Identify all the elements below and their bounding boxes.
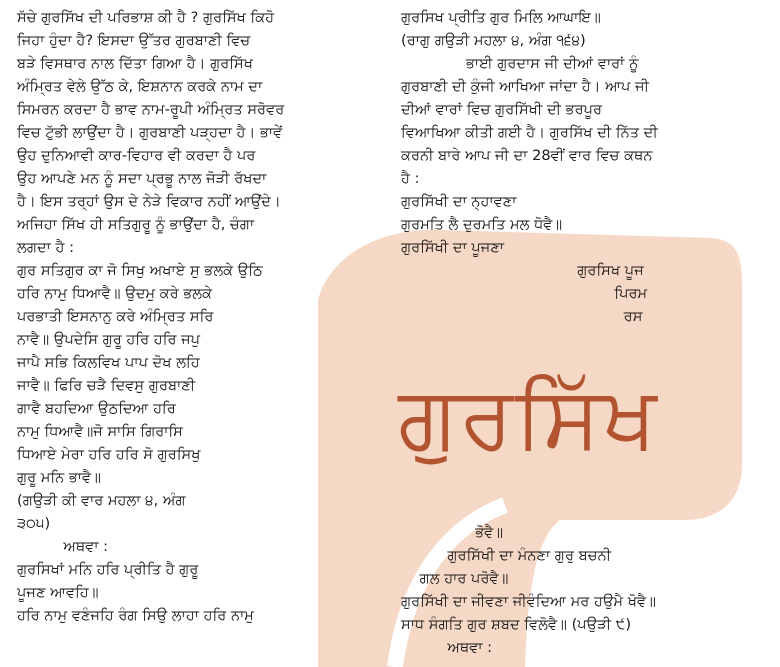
left-column-line: ਨਾਵੈ॥ ਉਪਦੇਸਿ ਗੁਰੂ ਹਰਿ ਹਰਿ ਜਪੁ	[17, 331, 201, 348]
left-column	[17, 6, 284, 627]
right-column-lower-line: ਸਾਧ ਸੰਗਤਿ ਗੁਰ ਸ਼ਬਦ ਵਿਲੋਵੈ॥ (ਪਉੜੀ ੯)	[401, 616, 632, 633]
left-column-line: ਹੈ। ਇਸ ਤਰ੍ਹਾਂ ਉਸ ਦੇ ਨੇੜੇ ਵਿਕਾਰ ਨਹੀਂ ਆਉਂਦੇ।	[17, 193, 281, 210]
left-column-line: ਪਰਭਾਤੀ ਇਸਨਾਨੁ ਕਰੇ ਅੰਮ੍ਰਿਤ ਸਰਿ	[17, 308, 214, 325]
right-column-lower-line: ਗੁਰਸਿੱਖੀ ਦਾ ਜੀਵਣਾ ਜੀਵੰਦਿਆ ਮਰ ਹਉਮੈ ਖੋਵੈ॥	[401, 593, 656, 610]
right-column-line: ਭਾਈ ਗੁਰਦਾਸ ਜੀ ਦੀਆਂ ਵਾਰਾਂ ਨੂੰ	[401, 55, 639, 72]
right-column-lower-line: ਗਲ ਹਾਰ ਪਰੋਵੈ॥	[401, 570, 509, 587]
right-column-lower	[401, 521, 656, 659]
left-column-line: ਗੁਰ ਸਤਿਗੁਰ ਕਾ ਜੋ ਸਿਖੁ ਅਖਾਏ ਸੁ ਭਲਕੇ ਉਠਿ	[17, 262, 263, 279]
left-column-line: ਬੜੇ ਵਿਸਥਾਰ ਨਾਲ ਦਿੱਤਾ ਗਿਆ ਹੈ। ਗੁਰਸਿੱਖ	[17, 55, 253, 72]
left-column-line: ਜਾਪੈ ਸਭਿ ਕਿਲਵਿਖ ਪਾਪ ਦੋਖ ਲਹਿ	[17, 354, 200, 371]
left-column-line: ਸਿਮਰਨ ਕਰਦਾ ਹੈ ਭਾਵ ਨਾਮ-ਰੂਪੀ ਅੰਮ੍ਰਿਤ ਸਰੋਵਰ	[17, 101, 285, 118]
left-column-line: ਪੂਜਣ ਆਵਹਿ॥	[17, 584, 99, 601]
right-column-line: ਗੁਰਮਤਿ ਲੈ ਦੁਰਮਤਿ ਮਲ ਧੋਵੈ॥	[401, 216, 563, 233]
right-column-line: ਰਸ	[401, 308, 643, 325]
right-column-line: ਗੁਰਸਿੱਖੀ ਦਾ ਨ੍ਹਾਵਣਾ	[401, 193, 517, 210]
title-art: ਗੁਰਸਿੱਖ	[398, 368, 659, 468]
left-column-line: ਗੁਰਸਿਖਾਂ ਮਨਿ ਹਰਿ ਪ੍ਰੀਤਿ ਹੈ ਗੁਰੂ	[17, 561, 199, 578]
left-column-line: ਹਰਿ ਨਾਮੁ ਧਿਆਵੈ॥ ਉਦਮੁ ਕਰੇ ਭਲਕੇ	[17, 285, 213, 302]
left-column-line: ੩੦੫)	[17, 515, 51, 532]
left-column-line: ਧਿਆਏ ਮੇਰਾ ਹਰਿ ਹਰਿ ਸੋ ਗੁਰਸਿਖੁ	[17, 446, 201, 463]
right-column-line: ਗੁਰਸਿਖ ਪ੍ਰੀਤਿ ਗੁਰ ਮਿਲਿ ਆਘਾਇ॥	[401, 9, 601, 26]
right-column-line: ਹੈ :	[401, 170, 420, 187]
left-column-line: ਲਗਦਾ ਹੈ :	[17, 239, 75, 256]
left-column-line: ਅਥਵਾ :	[17, 538, 109, 555]
left-column-line: (ਗਉੜੀ ਕੀ ਵਾਰ ਮਹਲਾ ੪, ਅੰਗ	[17, 492, 186, 509]
right-column-line: ਦੀਆਂ ਵਾਰਾਂ ਵਿਚ ਗੁਰਸਿੱਖੀ ਦੀ ਭਰਪੂਰ	[401, 101, 603, 118]
right-column-line: ਗੁਰਬਾਣੀ ਦੀ ਕੁੰਜੀ ਆਖਿਆ ਜਾਂਦਾ ਹੈ। ਆਪ ਜੀ	[401, 78, 649, 95]
right-column-line: ਗੁਰਸਿੱਖੀ ਦਾ ਪੂਜਣਾ	[401, 239, 504, 256]
right-column-lower-line: ਅਥਵਾ :	[401, 639, 493, 656]
left-column-line: ਉਹ ਆਪਣੇ ਮਨ ਨੂੰ ਸਦਾ ਪ੍ਰਭੂ ਨਾਲ ਜੋੜੀ ਰੱਖਦਾ	[17, 170, 267, 187]
left-column-line: ਜਿਹਾ ਹੁੰਦਾ ਹੈ? ਇਸਦਾ ਉੱਤਰ ਗੁਰਬਾਣੀ ਵਿਚ	[17, 32, 251, 49]
left-column-line: ਵਿਚ ਟੁੱਭੀ ਲਾਉਂਦਾ ਹੈ। ਗੁਰਬਾਣੀ ਪੜ੍ਹਦਾ ਹੈ। ਭਾਵੇਂ	[17, 124, 283, 141]
left-column-line: ਅੰਮ੍ਰਿਤ ਵੇਲੇ ਉੱਠ ਕੇ, ਇਸ਼ਨਾਨ ਕਰਕੇ ਨਾਮ ਦਾ	[17, 78, 263, 95]
left-column-line: ਨਾਮੁ ਧਿਆਵੈ॥ਜੋ ਸਾਸਿ ਗਿਰਾਸਿ	[17, 423, 183, 440]
right-column	[401, 6, 658, 328]
left-column-line: ਗੁਰੂ ਮਨਿ ਭਾਵੈ॥	[17, 469, 101, 486]
right-column-lower-line: ਗੁਰਸਿੱਖੀ ਦਾ ਮੰਨਣਾ ਗੁਰੁ ਬਚਨੀ	[401, 547, 612, 564]
left-column-line: ਉਹ ਦੁਨਿਆਵੀ ਕਾਰ-ਵਿਹਾਰ ਵੀ ਕਰਦਾ ਹੈ ਪਰ	[17, 147, 256, 164]
right-column-line: ਪਿਰਮ	[401, 285, 648, 302]
left-column-line: ਸੱਚੇ ਗੁਰਸਿੱਖ ਦੀ ਪਰਿਭਾਸ਼ ਕੀ ਹੈ ? ਗੁਰਸਿੱਖ ਕਿਹੋ	[17, 9, 275, 26]
right-column-line: ਗੁਰਸਿਖ ਪੂਜ	[401, 262, 644, 279]
right-column-line: ਵਿਆਖਿਆ ਕੀਤੀ ਗਈ ਹੈ। ਗੁਰਸਿੱਖ ਦੀ ਨਿੱਤ ਦੀ	[401, 124, 658, 141]
right-column-line: ਕਰਨੀ ਬਾਰੇ ਆਪ ਜੀ ਦਾ 28ਵੀਂ ਵਾਰ ਵਿਚ ਕਥਨ	[401, 147, 653, 164]
left-column-line: ਅਜਿਹਾ ਸਿੱਖ ਹੀ ਸਤਿਗੁਰੂ ਨੂੰ ਭਾਉਂਦਾ ਹੈ, ਚੰਗਾ	[17, 216, 255, 233]
right-column-line: (ਰਾਗੁ ਗਉੜੀ ਮਹਲਾ ੪, ਅੰਗ ੧੬੪)	[401, 32, 586, 49]
right-column-lower-line: ਭੋਵੈ॥	[401, 524, 504, 541]
left-column-line: ਜਾਵੈ॥ ਫਿਰਿ ਚੜੈ ਦਿਵਸੁ ਗੁਰਬਾਣੀ	[17, 377, 196, 394]
left-column-line: ਹਰਿ ਨਾਮੁ ਵਣੰਜਹਿ ਰੰਗ ਸਿਉ ਲਾਹਾ ਹਰਿ ਨਾਮੁ	[17, 607, 254, 624]
left-column-line: ਗਾਵੈ ਬਹਦਿਆ ਉਠਦਿਆ ਹਰਿ	[17, 400, 176, 417]
